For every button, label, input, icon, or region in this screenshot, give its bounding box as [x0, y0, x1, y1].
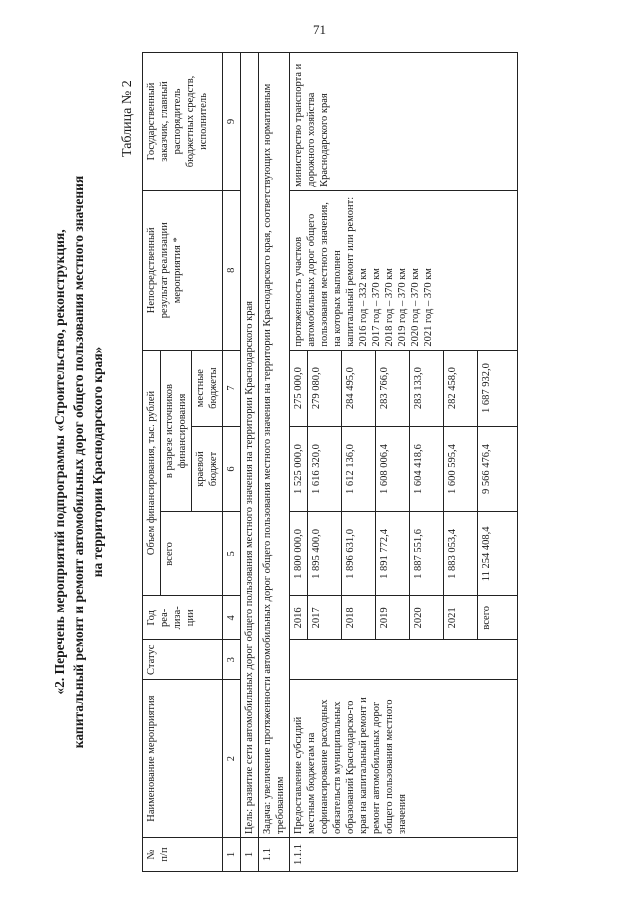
row-local: 279 080,0: [308, 350, 342, 426]
row-regional: 1 612 136,0: [342, 426, 376, 512]
row-local: 275 000,0: [290, 350, 308, 426]
measure-status: [290, 640, 518, 680]
measure-name: Предоставление субсидий местным бюджетам на софинансирование расходных обязательств муниципальных образований Краснодарско-го края на капитальный ремонт и ремонт автомобильных дорог общего пользования местного значения: [290, 680, 518, 838]
header-total-text: всего: [164, 542, 175, 566]
row-local: 1 687 932,0: [478, 350, 518, 426]
col-number-2: 2: [223, 680, 241, 838]
goal-row: [241, 53, 259, 872]
header-row-1: [143, 53, 161, 872]
task-text: Задача: увеличение протяженности автомобильных дорог общего пользования местного значения на территории Краснодарского края, соответствующих нормативным требованиям: [259, 53, 290, 838]
header-local: [192, 350, 223, 426]
title-line-1: «2. Перечень мероприятий подпрограммы «Строительство, реконструкция,: [52, 229, 67, 695]
header-result-text: Непосредственный результат реализации мероприятия *: [146, 222, 183, 319]
task-row: [259, 53, 290, 872]
row-regional: 1 600 595,4: [444, 426, 478, 512]
header-total: [161, 512, 223, 596]
header-status-text: Статус: [146, 644, 157, 675]
row-local: 283 766,0: [376, 350, 410, 426]
title-line-3: на территории Краснодарского края»: [90, 346, 105, 578]
goal-text: Цель: развитие сети автомобильных дорог общего пользования местного значения на территории Краснодарского края: [241, 53, 259, 838]
row-year: 2017: [308, 596, 342, 640]
header-customer-text: Государственный заказчик, главный распорядитель бюджетных средств, исполнитель: [146, 75, 209, 168]
header-year: [143, 596, 223, 640]
row-regional: 1 608 006,4: [376, 426, 410, 512]
table-label: Таблица № 2: [120, 80, 135, 157]
header-measure-name-text: Наименование мероприятия: [146, 695, 157, 822]
col-number-5: 5: [223, 512, 241, 596]
header-funding-volume-text: Объем финансирования, тыс. рублей: [146, 390, 157, 556]
row-year: 2019: [376, 596, 410, 640]
measure-num: 1.1.1: [290, 838, 518, 872]
row-local: 284 495,0: [342, 350, 376, 426]
header-sources: [161, 350, 192, 512]
row-total: 1 883 053,4: [444, 512, 478, 596]
header-sources-text: в разрезе источников финансирования: [164, 383, 188, 479]
page-number: 71: [313, 22, 326, 37]
row-total: 1 895 400,0: [308, 512, 342, 596]
row-local: 283 133,0: [410, 350, 444, 426]
header-status: [143, 640, 223, 680]
row-regional: 9 566 476,4: [478, 426, 518, 512]
row-total: 1 896 631,0: [342, 512, 376, 596]
row-total: 1 800 000,0: [290, 512, 308, 596]
header-num: [143, 838, 223, 872]
header-year-text: Год реа- лиза- ции: [146, 606, 196, 630]
row-regional: 1 525 000,0: [290, 426, 308, 512]
row-total: 1 887 551,6: [410, 512, 444, 596]
title-line-2: капитальный ремонт и ремонт автомобильных дорог общего пользования местного значения: [71, 175, 86, 749]
goal-num: 1: [241, 838, 259, 872]
table-row: [290, 53, 308, 872]
measures-table: [142, 52, 518, 872]
header-regional-text: краевой бюджет: [195, 451, 219, 487]
header-result: [143, 190, 223, 350]
header-num-text: № п/п: [146, 847, 170, 862]
col-number-6: 6: [223, 426, 241, 512]
measure-result: протяженность участков автомобильных дорог общего пользования местного значения, на которых выполнен капитальный ремонт или ремонт: 2016 год – 332 км 2017 год – 370 км 2018 год – 370 км 2019 год – 370 км 2020 год – 370 км 2021 год – 370 км: [290, 190, 518, 350]
row-year: всего: [478, 596, 518, 640]
col-number-8: 8: [223, 190, 241, 350]
col-number-7: 7: [223, 350, 241, 426]
row-regional: 1 604 418,6: [410, 426, 444, 512]
col-number-9: 9: [223, 53, 241, 191]
column-numbers-row: [223, 53, 241, 872]
row-regional: 1 616 320,0: [308, 426, 342, 512]
task-num: 1.1: [259, 838, 290, 872]
col-number-1: 1: [223, 838, 241, 872]
col-number-4: 4: [223, 596, 241, 640]
measure-customer: министерство транспорта и дорожного хозяйства Краснодарского края: [290, 53, 518, 191]
header-local-text: местные бюджеты: [195, 367, 219, 409]
row-local: 282 458,0: [444, 350, 478, 426]
col-number-3: 3: [223, 640, 241, 680]
rotated-page-content: [50, 52, 610, 872]
row-year: 2016: [290, 596, 308, 640]
row-total: 1 891 772,4: [376, 512, 410, 596]
document-title: [50, 52, 107, 872]
row-year: 2020: [410, 596, 444, 640]
header-regional: [192, 426, 223, 512]
row-total: 11 254 408,4: [478, 512, 518, 596]
row-year: 2021: [444, 596, 478, 640]
header-funding-volume: [143, 350, 161, 596]
header-measure-name: [143, 680, 223, 838]
header-customer: [143, 53, 223, 191]
row-year: 2018: [342, 596, 376, 640]
